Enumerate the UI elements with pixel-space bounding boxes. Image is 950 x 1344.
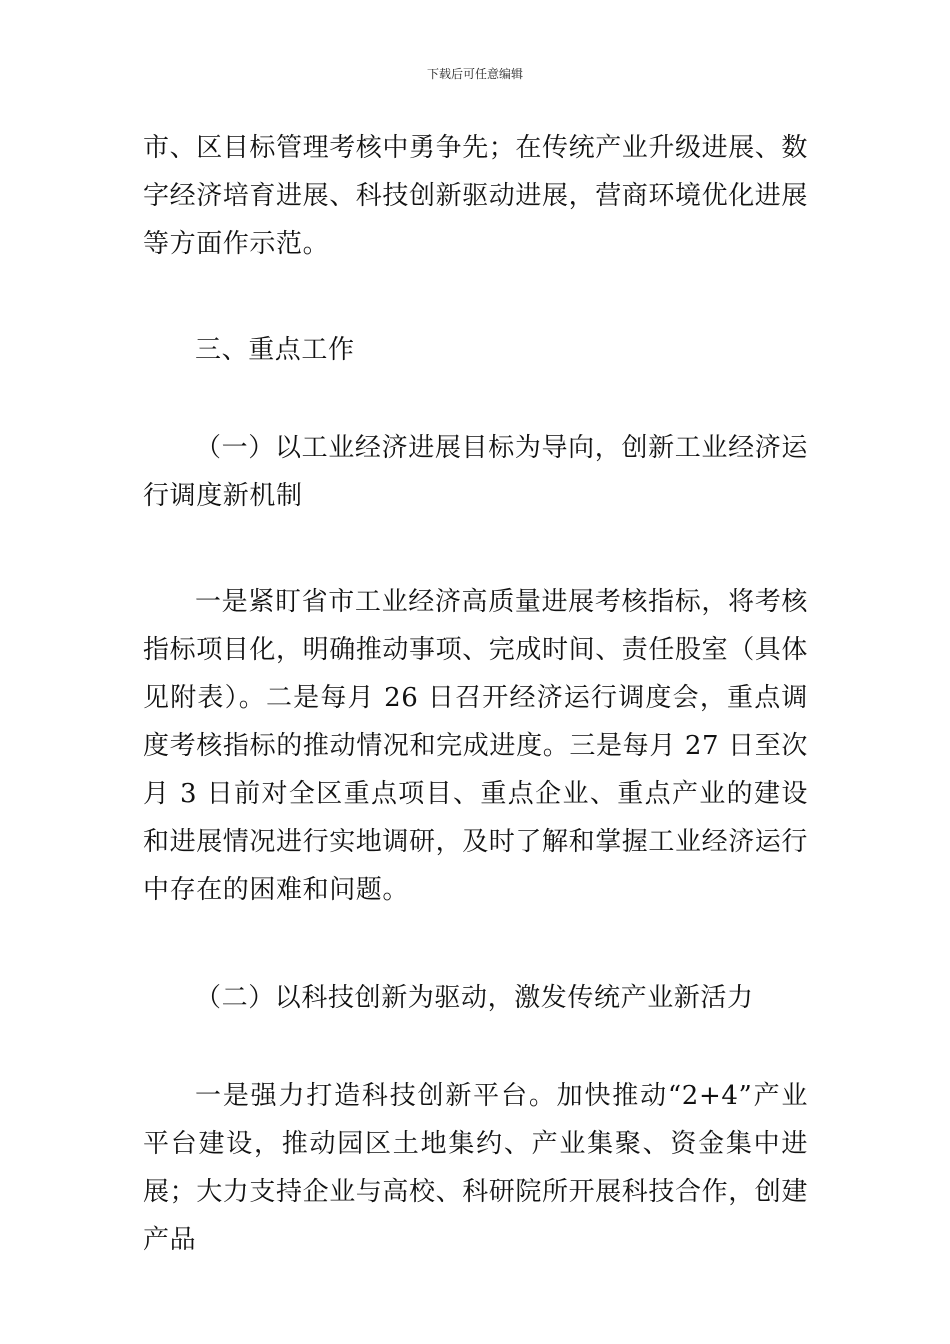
paragraph-tech-platform: 一是强力打造科技创新平台。加快推动“2+4”产业平台建设，推动园区土地集约、产业集聚、资金集中进展；大力支持企业与高校、科研院所开展科技合作，创建产品 xyxy=(143,1081,809,1255)
paragraph-industrial-measures: 一是紧盯省市工业经济高质量进展考核指标，将考核指标项目化，明确推动事项、完成时间、责任股室（具体见附表）。二是每月 26 日召开经济运行调度会，重点调度考核指标的推动情况和完成进度。三是每月 27 日至次月 3 日前对全区重点项目、重点企业、重点产业的建设和进展情况进行实地调研，及时了解和掌握工业经济运行中存在的困难和问题。 xyxy=(143,587,809,905)
paragraph-continuation: 市、区目标管理考核中勇争先；在传统产业升级进展、数字经济培育进展、科技创新驱动进展，营商环境优化进展等方面作示范。 xyxy=(143,133,809,259)
subheading-industrial-economy: （一）以工业经济进展目标为导向，创新工业经济运行调度新机制 xyxy=(143,433,808,511)
section-heading-key-work: 三、重点工作 xyxy=(195,335,355,365)
page-header-note: 下载后可任意编辑 xyxy=(426,67,523,81)
subheading-tech-innovation: （二）以科技创新为驱动，激发传统产业新活力 xyxy=(195,983,754,1013)
